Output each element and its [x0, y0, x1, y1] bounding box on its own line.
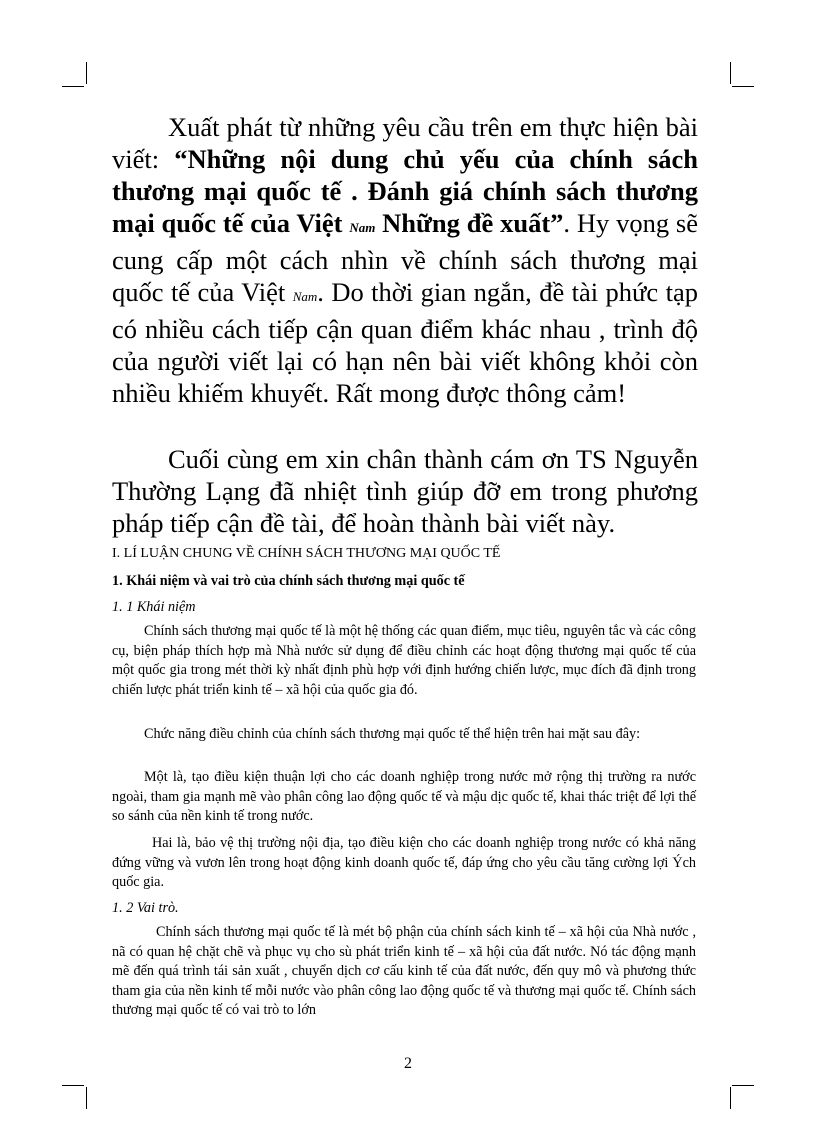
page-number: 2 [404, 1055, 412, 1072]
essay-title-part1: “Những nội dung chủ yếu của chính sách thương mại quốc tế . Đánh giá chính sách thương mại quốc tế của Việt [112, 144, 698, 238]
function-text: Chức năng điều chỉnh của chính sách thương mại quốc tế thể hiện trên hai mặt sau đây: [144, 726, 641, 742]
section-heading: 1. Khái niệm và vai trò của chính sách thương mại quốc tế [112, 573, 465, 589]
concept-paragraph [112, 622, 696, 700]
intro-mid-small: Nam [292, 289, 318, 304]
intro-paragraph [112, 111, 698, 409]
first-function-text: Một là, tạo điều kiện thuận lợi cho các doanh nghiệp trong nước mở rộng thị trường ra nước ngoài, tham gia mạnh mẽ vào phân công lao động quốc tế và mậu dịc quốc tế, khai thác triệt để lợi thế so sánh của nền kinh tế trong nước. [112, 769, 696, 824]
second-function-text: Hai là, bảo vệ thị trường nội địa, tạo điều kiện cho các doanh nghiệp trong nước có khả năng đứng vững và vươn lên trong hoạt động kinh doanh quốc tế, đáp ứng cho yêu cầu tăng cường lợi Ých quốc gia. [112, 835, 696, 890]
subsection-heading-concept: 1. 1 Khái niệm [112, 599, 196, 615]
first-function-paragraph [112, 768, 696, 827]
intro-mid: . Hy vọng sẽ cung cấp một cách nhìn về chính sách thương mại quốc tế của Việt [112, 208, 698, 307]
thanks-paragraph [112, 443, 698, 539]
intro-lead: Xuất phát từ những yêu cầu trên em thực hiện bài viết: [112, 112, 698, 174]
subsection-heading-role: 1. 2 Vai trò. [112, 900, 179, 916]
concept-text: Chính sách thương mại quốc tế là một hệ thống các quan điểm, mục tiêu, nguyên tắc và các công cụ, biện pháp thích hợp mà Nhà nước sử dụng để điều chỉnh các hoạt động thương mại quốc tế của một quốc gia trong mét thời kỳ nhất định phù hợp với định hướng chiến lược, mục đích đã định trong chiến lược phát triển kinh tế – xã hội của quốc gia đó. [112, 623, 696, 698]
thanks-text: Cuối cùng em xin chân thành cám ơn TS Nguyễn Thường Lạng đã nhiệt tình giúp đỡ em trong phương pháp tiếp cận đề tài, để hoàn thành bài viết này. [112, 444, 698, 538]
role-text: Chính sách thương mại quốc tế là mét bộ phận của chính sách kinh tế – xã hội của Nhà nước , nã có quan hệ chặt chẽ và phục vụ cho sù phát triển kinh tế – xã hội của đất nước. Nó tác động mạnh mẽ đến quá trình tái sản xuất , chuyển dịch cơ cấu kinh tế của đất nước, đến quy mô và phương thức tham gia của nền kinh tế mỗi nước vào phân công lao động quốc tế và thương mại quốc tế. Chính sách thương mại quốc tế có vai trò to lớn [112, 924, 696, 1018]
chapter-heading: I. LÍ LUẬN CHUNG VỀ CHÍNH SÁCH THƯƠNG MẠI QUỐC TẾ [112, 546, 501, 561]
essay-title-part2: Những đề xuất” [375, 208, 564, 238]
role-paragraph [112, 923, 696, 1021]
function-paragraph [112, 725, 696, 745]
second-function-paragraph [112, 834, 696, 893]
intro-tail: . Do thời gian ngắn, đề tài phức tạp có nhiều cách tiếp cận quan điểm khác nhau , trình độ của người viết lại có hạn nên bài viết không khỏi còn nhiều khiếm khuyết. Rất mong được thông cảm! [112, 277, 698, 408]
essay-title-small: Nam [349, 220, 376, 235]
